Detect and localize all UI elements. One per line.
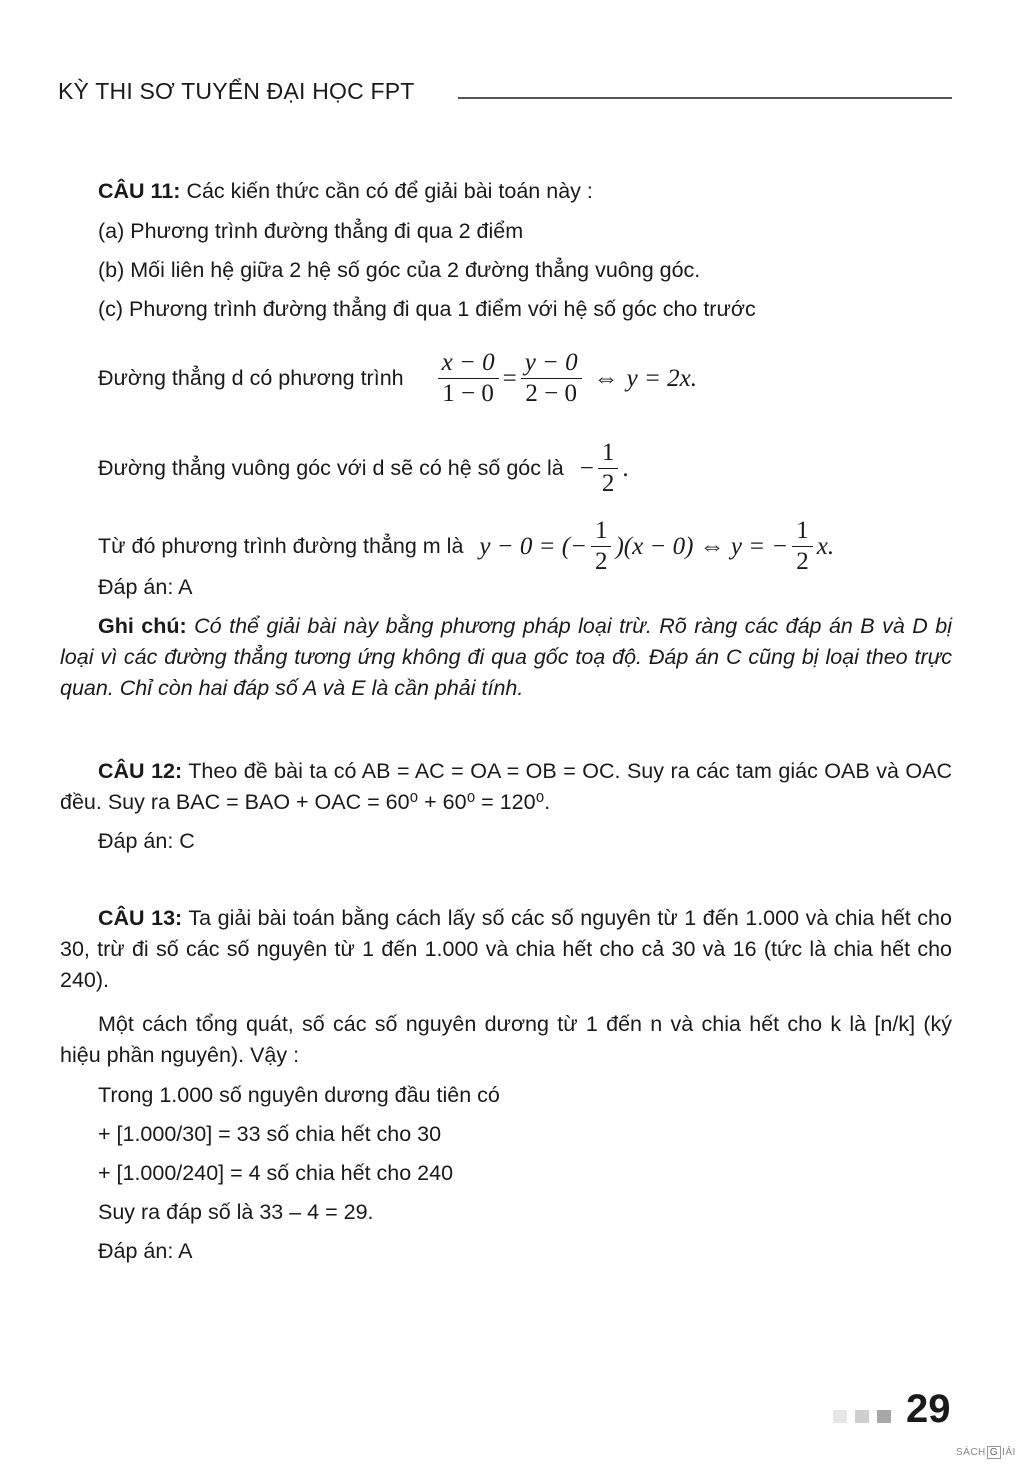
q13-label: CÂU 13: [98,906,183,930]
q11-intro: Các kiến thức cần có để giải bài toán này : [186,179,593,203]
eq3-frac1-num: 1 [591,516,612,547]
q11-note [60,611,952,704]
fraction-x [438,348,499,409]
q11-note-label: Ghi chú: [98,614,187,638]
brand-right: IẢI [1002,1447,1016,1458]
eq3-frac2-num: 1 [792,516,813,547]
eq3-mid: )(x − 0) ⇔ y = − [615,533,789,560]
q11-line-perp [98,438,629,499]
eq3-frac2 [792,516,813,577]
q11-note-text: Có thể giải bài này bằng phương pháp loại trừ. Rõ ràng các đáp án B và D bị loại vì các đường thẳng tương ứng không đi qua gốc toạ độ. Đáp án C cũng bị loại theo trực quan. Chỉ còn hai đáp số A và E là cần phải tính. [60,614,952,700]
q12-answer: Đáp án: C [98,829,195,853]
eq3-frac2-den: 2 [796,548,809,575]
period: . [622,455,629,482]
fraction-x-num: x − 0 [438,348,499,379]
q13-line-3: + [1.000/240] = 4 số chia hết cho 240 [98,1161,454,1185]
brand-box: G [987,1446,1001,1459]
fraction-y [521,348,582,409]
q12-body: Theo đề bài ta có AB = AC = OA = OB = OC. Suy ra các tam giác OAB và OAC đều. Suy ra BAC = BAO + OAC = 60⁰ + 60⁰ = 120⁰. [60,759,952,814]
footer-square-2 [855,1410,869,1423]
half-num: 1 [598,438,619,469]
eq3-frac1 [591,516,612,577]
q11-line-perp-text: Đường thẳng vuông góc với d sẽ có hệ số góc là [98,456,564,480]
q12-text [60,756,952,818]
eq3-lhs: y − 0 = (− [479,533,587,560]
footer-square-1 [833,1410,847,1423]
q13-line-4: Suy ra đáp số là 33 – 4 = 29. [98,1200,374,1224]
iff-symbol: ⇔ [593,365,619,392]
fraction-y-num: y − 0 [521,348,582,379]
q13-answer: Đáp án: A [98,1239,193,1263]
q13-line-1: Trong 1.000 số nguyên dương đầu tiên có [98,1083,500,1107]
half-den: 2 [601,470,615,497]
result-y-2x: y = 2x. [626,365,697,392]
q13-text [60,903,952,996]
brand-left: SÁCH [956,1447,986,1458]
equation-line-d [434,348,697,409]
q13-general: Một cách tổng quát, số các số nguyên dương từ 1 đến n và chia hết cho k là [n/k] (ký hiệu phần nguyên). Vậy : [60,1012,952,1067]
q11-label: CÂU 11: [98,179,181,203]
q11-line-m-text: Từ đó phương trình đường thẳng m là [98,534,464,558]
minus-sign: − [579,455,594,482]
q11-item-a: (a) Phương trình đường thẳng đi qua 2 điểm [98,219,524,243]
q11-intro-line [98,172,593,211]
header-rule [458,97,952,99]
eq3-frac1-den: 2 [594,548,608,575]
equation-line-m [479,516,834,577]
equals-sign: = [502,365,517,392]
q11-answer: Đáp án: A [98,575,193,599]
q11-line-d [98,348,697,409]
header-title: KỲ THI SƠ TUYỂN ĐẠI HỌC FPT [58,78,415,104]
eq3-rhs: x. [816,533,835,560]
footer-square-3 [877,1410,891,1423]
fraction-y-den: 2 − 0 [525,380,577,407]
page-number: 29 [906,1387,951,1431]
q12-label: CÂU 12: [98,759,183,783]
q11-line-m [98,516,834,577]
fraction-half [598,438,619,499]
q13-line-2: + [1.000/30] = 33 số chia hết cho 30 [98,1122,442,1146]
q11-line-d-text: Đường thẳng d có phương trình [98,366,404,390]
q13-body: Ta giải bài toán bằng cách lấy số các số nguyên từ 1 đến 1.000 và chia hết cho 30, trừ đi số các số nguyên từ 1 đến 1.000 và chia hết cho cả 30 và 16 (tức là chia hết cho 240). [60,906,952,992]
fraction-x-den: 1 − 0 [442,380,494,407]
brand-watermark [956,1446,1016,1459]
page-header [58,76,952,110]
q11-item-c: (c) Phương trình đường thẳng đi qua 1 điểm với hệ số góc cho trước [98,297,756,321]
slope-value [580,438,629,499]
q11-item-b: (b) Mối liên hệ giữa 2 hệ số góc của 2 đường thẳng vuông góc. [98,258,701,282]
